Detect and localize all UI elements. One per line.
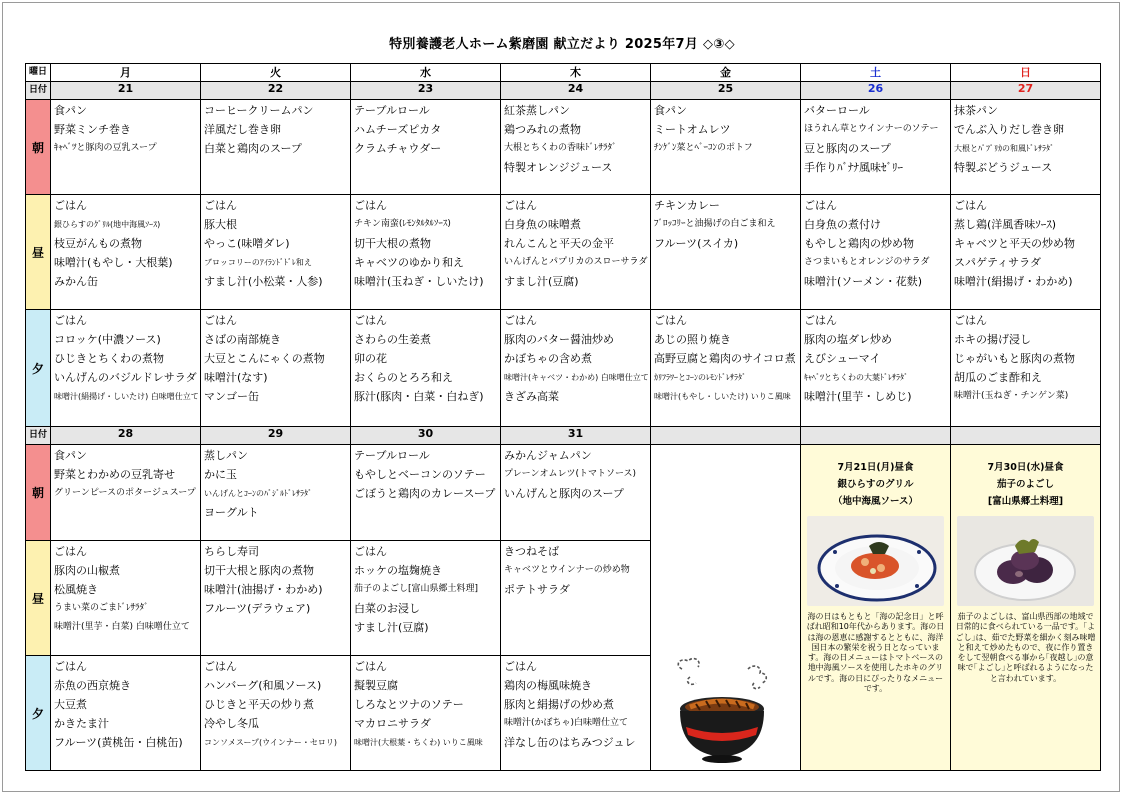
week2-morning-row (26, 445, 1101, 541)
menu-item: 手作りﾊﾞﾅﾅ風味ｾﾞﾘｰ (804, 161, 903, 174)
menu-item: ミートオムレツ (654, 123, 731, 136)
menu-item: ホキの揚げ浸し (954, 333, 1031, 346)
date-30: 30 (351, 427, 501, 445)
menu-cell (351, 656, 501, 771)
menu-item: ごはん (954, 314, 987, 327)
menu-cell (201, 541, 351, 656)
menu-item: 白菜と鶏肉のスープ (204, 142, 302, 155)
menu-cell (51, 195, 201, 310)
menu-item: 味噌汁(もやし・大根葉) (54, 256, 173, 269)
menu-cell (351, 195, 501, 310)
menu-item: 茄子のよごし[富山県郷土料理] (354, 584, 479, 594)
date-31: 31 (501, 427, 651, 445)
menu-cell (351, 310, 501, 427)
menu-item: 洋なし缶のはちみつジュレ (504, 736, 636, 749)
menu-item: 味噌汁(大根葉・ちくわ) いりこ風味 (354, 738, 483, 747)
date-24: 24 (501, 82, 651, 100)
menu-table (25, 63, 1101, 771)
menu-item: 味噌汁(かぼちゃ)白味噌仕立て (504, 718, 629, 728)
menu-item: かに玉 (204, 468, 237, 481)
menu-item: ハンバーグ(和風ソース) (204, 679, 322, 692)
menu-item: 蒸し鶏(洋風香味ｿｰｽ) (954, 218, 1057, 231)
menu-item: 味噌汁(里芋・しめじ) (804, 390, 912, 403)
date-23: 23 (351, 82, 501, 100)
menu-item: キャベツと平天の炒め物 (954, 237, 1075, 250)
menu-cell (501, 445, 651, 541)
menu-item: ごぼうと鶏肉のカレースープ (354, 487, 496, 500)
menu-cell (351, 445, 501, 541)
meal-label-morning: 朝 (26, 100, 51, 195)
menu-cell (501, 656, 651, 771)
menu-item: ごはん (354, 660, 387, 673)
menu-item: うまい菜のごまﾄﾞﾚｻﾗﾀﾞ (54, 603, 149, 613)
menu-item: ほうれん草とウインナーのソテー (804, 124, 939, 134)
menu-item: すまし汁(豆腐) (354, 621, 429, 634)
menu-item: みかんジャムパン (504, 449, 592, 462)
menu-item: 味噌汁(ソーメン・花麩) (804, 275, 923, 288)
menu-item: 白身魚の煮付け (804, 218, 881, 231)
menu-item: じゃがいもと豚肉の煮物 (954, 352, 1075, 365)
meal-label-evening: 夕 (26, 656, 51, 771)
menu-cell (951, 195, 1101, 310)
menu-item: きつねそば (504, 545, 559, 558)
weekday-3: 木 (501, 64, 651, 82)
menu-cell (801, 195, 951, 310)
feature-description: 茄子のよごしは、富山県西部の地域で日常的に食べられている一品です。｢よごし｣は、茹でた野菜を細かく刻み味噌と和えて炒めたもので、夜に作り置きをして翌朝食べる事から｢夜越し｣の意味で｢よごし｣と呼ばれるようになったと言われています。 (955, 612, 1096, 683)
menu-cell (51, 100, 201, 195)
menu-item: いんげんとパプリカのスローサラダ (504, 257, 648, 267)
menu-cell (651, 100, 801, 195)
menu-item: バターロール (804, 104, 870, 117)
menu-item: おくらのとろろ和え (354, 371, 453, 384)
feature-heading-line: 7月30日(水)昼食 (987, 462, 1064, 473)
menu-item: チキン南蛮(ﾚﾓﾝﾀﾙﾀﾙｿｰｽ) (354, 219, 451, 229)
date-28: 28 (51, 427, 201, 445)
menu-item: れんこんと平天の金平 (504, 237, 614, 250)
feature-heading-line: [富山県郷土料理] (987, 496, 1064, 507)
meal-label-noon: 昼 (26, 195, 51, 310)
menu-item: 高野豆腐と鶏肉のサイコロ煮 (654, 352, 796, 365)
weekday-label: 曜日 (26, 64, 51, 82)
menu-item: 食パン (654, 104, 687, 117)
menu-item: ﾌﾞﾛｯｺﾘｰと油揚げの白ごま和え (654, 219, 776, 229)
menu-item: 卯の花 (354, 352, 387, 365)
menu-item: キャベツのゆかり和え (354, 256, 464, 269)
feature-heading (801, 445, 950, 510)
feature-heading (951, 445, 1100, 510)
menu-item: キャベツとウインナーの炒め物 (504, 565, 630, 575)
menu-item: ごはん (804, 314, 837, 327)
food-photo-eggplant (957, 516, 1094, 606)
menu-item: ｷｬﾍﾞﾂとちくわの大葉ﾄﾞﾚｻﾗﾀﾞ (804, 373, 908, 382)
menu-item: かぼちゃの含め煮 (504, 352, 592, 365)
menu-item: テーブルロール (354, 104, 430, 117)
feature-heading-line: 茄子のよごし (996, 479, 1054, 490)
menu-item: テーブルロール (354, 449, 430, 462)
meal-label-evening: 夕 (26, 310, 51, 427)
menu-item: 味噌汁(もやし・しいたけ) いりこ風味 (654, 392, 791, 401)
menu-cell (951, 100, 1101, 195)
menu-cell (501, 195, 651, 310)
week1-evening-row (26, 310, 1101, 427)
menu-item: グリーンピースのポタージュスープ (54, 488, 196, 498)
menu-cell (801, 100, 951, 195)
menu-item: 紅茶蒸しパン (504, 104, 570, 117)
menu-item: いんげんとｺｰﾝのﾊﾞｼﾞﾙﾄﾞﾚｻﾗﾀﾞ (204, 489, 312, 498)
menu-cell (501, 310, 651, 427)
date-25: 25 (651, 82, 801, 100)
date-29: 29 (201, 427, 351, 445)
feature-description: 海の日はもともと「海の記念日」と呼ばれ昭和10年代からあります。海の日は海の恩恵に感謝するとともに、海洋国日本の繁栄を祝う日となっています。海の日メニューはトマトベースの地中海風ソースを使用したホキのグリルです。海の日にぴったりなメニューです。 (806, 612, 945, 694)
menu-item: さわらの生姜煮 (354, 333, 431, 346)
menu-item: ﾁﾝｹﾞﾝ菜とﾍﾞｰｺﾝのポトフ (654, 143, 753, 153)
menu-item: 枝豆がんもの煮物 (54, 237, 142, 250)
menu-cell (351, 100, 501, 195)
menu-item: 銀ひらすのｸﾞﾘﾙ(地中海風ｿｰｽ) (54, 220, 161, 229)
menu-item: 味噌汁(なす) (204, 371, 268, 384)
menu-item: ひじきとちくわの煮物 (54, 352, 164, 365)
date-label: 日付 (26, 82, 51, 100)
menu-item: フルーツ(デラウェア) (204, 602, 311, 615)
menu-item: 洋風だし巻き卵 (204, 123, 281, 136)
menu-item: ごはん (354, 199, 387, 212)
menu-item: コンソメスープ(ウインナー・セロリ) (204, 738, 338, 747)
menu-item: 切干大根と豚肉の煮物 (204, 564, 314, 577)
menu-item: やっこ(味噌ダレ) (204, 237, 290, 250)
menu-item: 特製オレンジジュース (504, 161, 613, 174)
feature-heading-line: 銀ひらすのグリル (837, 479, 914, 490)
menu-item: いんげんのバジルドレサラダ (54, 371, 197, 384)
menu-cell (201, 445, 351, 541)
menu-item: ヨーグルト (204, 506, 259, 519)
menu-item: でんぶ入りだし巻き卵 (954, 123, 1064, 136)
menu-item: 擬製豆腐 (354, 679, 398, 692)
week1-morning-row (26, 100, 1101, 195)
menu-item: 豚肉と絹揚げの炒め煮 (504, 698, 614, 711)
menu-item: 鶏つみれの煮物 (504, 123, 581, 136)
menu-cell (201, 656, 351, 771)
menu-item: コロッケ(中濃ソース) (54, 333, 161, 346)
feature-box-1 (801, 445, 951, 771)
menu-item: 松風焼き (54, 583, 98, 596)
menu-item: 特製ぶどうジュース (954, 161, 1053, 174)
menu-item: 大根とﾊﾟﾌﾟﾘｶの和風ﾄﾞﾚｻﾗﾀﾞ (954, 144, 1054, 153)
weekday-5: 土 (801, 64, 951, 82)
menu-item: 豚肉の山椒煮 (54, 564, 120, 577)
menu-item: ごはん (504, 199, 537, 212)
date-21: 21 (51, 82, 201, 100)
menu-item: ちらし寿司 (204, 545, 259, 558)
menu-item: 抹茶パン (954, 104, 998, 117)
menu-item: いんげんと豚肉のスープ (504, 487, 624, 500)
feature-heading-line: 7月21日(月)昼食 (837, 462, 914, 473)
menu-item: 味噌汁(玉ねぎ・しいたけ) (354, 275, 484, 288)
menu-item: すまし汁(豆腐) (504, 275, 579, 288)
menu-item: ごはん (354, 314, 387, 327)
date-27: 27 (951, 82, 1101, 100)
menu-item: 白身魚の味噌煮 (504, 218, 581, 231)
menu-cell (651, 195, 801, 310)
menu-item: ハムチーズピカタ (354, 123, 442, 136)
menu-item: ごはん (54, 199, 87, 212)
menu-item: 豚汁(豚肉・白菜・白ねぎ) (354, 390, 484, 403)
menu-item: もやしとベーコンのソテー (354, 468, 486, 481)
date-empty (951, 427, 1101, 445)
menu-item: ごはん (54, 545, 87, 558)
menu-item: ｶﾘﾌﾗﾜｰとｺｰﾝのﾚﾓﾝﾄﾞﾚｻﾗﾀﾞ (654, 373, 746, 382)
menu-item: コーヒークリームパン (204, 104, 314, 117)
feature-heading-line: （地中海風ソース） (832, 496, 919, 507)
menu-item: 蒸しパン (204, 449, 248, 462)
menu-cell (501, 541, 651, 656)
menu-item: 食パン (54, 104, 87, 117)
meal-label-noon: 昼 (26, 541, 51, 656)
menu-item: 味噌汁(キャベツ・わかめ) 白味噌仕立て (504, 373, 649, 382)
week1-noon-row (26, 195, 1101, 310)
weekday-0: 月 (51, 64, 201, 82)
menu-item: フルーツ(スイカ) (654, 237, 739, 250)
menu-cell (951, 310, 1101, 427)
rice-bowl-illustration (650, 655, 800, 775)
menu-item: 切干大根の煮物 (354, 237, 431, 250)
page-title: 特別養護老人ホーム紫磨園 献立だより 2025年7月 ◇③◇ (389, 37, 735, 52)
menu-item: フルーツ(黄桃缶・白桃缶) (54, 736, 183, 749)
menu-item: もやしと鶏肉の炒め物 (804, 237, 914, 250)
menu-item: チキンカレー (654, 199, 720, 212)
menu-item: あじの照り焼き (654, 333, 731, 346)
menu-cell (201, 310, 351, 427)
menu-item: 鶏肉の梅風味焼き (504, 679, 592, 692)
food-photo-fish-grill (807, 516, 944, 606)
date-22: 22 (201, 82, 351, 100)
menu-item: 豚肉のバター醤油炒め (504, 333, 614, 346)
menu-item: ごはん (504, 314, 537, 327)
menu-cell (651, 310, 801, 427)
menu-item: ごはん (54, 314, 87, 327)
menu-item: 赤魚の西京焼き (54, 679, 131, 692)
menu-item: すまし汁(小松菜・人参) (204, 275, 323, 288)
menu-cell (501, 100, 651, 195)
menu-item: マンゴー缶 (204, 390, 259, 403)
menu-item: ｷｬﾍﾞﾂと豚肉の豆乳スープ (54, 143, 157, 153)
weekday-row (26, 64, 1101, 82)
menu-item: 冷やし冬瓜 (204, 717, 259, 730)
weekday-4: 金 (651, 64, 801, 82)
menu-item: 味噌汁(絹揚げ・わかめ) (954, 275, 1073, 288)
week1-date-row (26, 82, 1101, 100)
feature-box-2 (951, 445, 1101, 771)
menu-cell (801, 310, 951, 427)
menu-item: 豚大根 (204, 218, 237, 231)
menu-item: ごはん (204, 314, 237, 327)
menu-item: 野菜ミンチ巻き (54, 123, 131, 136)
weekday-6: 日 (951, 64, 1101, 82)
menu-item: 大豆とこんにゃくの煮物 (204, 352, 325, 365)
menu-cell (51, 445, 201, 541)
menu-item: ごはん (354, 545, 387, 558)
menu-cell (201, 195, 351, 310)
date-empty (801, 427, 951, 445)
menu-item: ポテトサラダ (504, 583, 570, 596)
menu-item: 白菜のお浸し (354, 602, 420, 615)
menu-item: 味噌汁(油揚げ・わかめ) (204, 583, 323, 596)
menu-item: クラムチャウダー (354, 142, 442, 155)
weekday-2: 水 (351, 64, 501, 82)
date-empty (651, 427, 801, 445)
menu-item: ごはん (654, 314, 687, 327)
menu-cell (351, 541, 501, 656)
menu-item: かきたま汁 (54, 717, 109, 730)
menu-item: しろなとツナのソテー (354, 698, 464, 711)
menu-item: 食パン (54, 449, 87, 462)
menu-item: 大豆煮 (54, 698, 87, 711)
menu-item: プレーンオムレツ(トマトソース) (504, 469, 637, 479)
menu-item: 味噌汁(絹揚げ・しいたけ) 白味噌仕立て (54, 392, 199, 401)
menu-item: さつまいもとオレンジのサラダ (804, 257, 930, 267)
date-26: 26 (801, 82, 951, 100)
date-label: 日付 (26, 427, 51, 445)
menu-item: 胡瓜のごま酢和え (954, 371, 1042, 384)
meal-label-morning: 朝 (26, 445, 51, 541)
menu-item: ブロッコリーのｱｲﾗﾝﾄﾞﾄﾞﾚ和え (204, 258, 312, 267)
menu-cell (51, 541, 201, 656)
menu-item: さばの南部焼き (204, 333, 281, 346)
menu-item: ごはん (54, 660, 87, 673)
menu-item: みかん缶 (54, 275, 98, 288)
menu-item: ごはん (204, 199, 237, 212)
menu-item: 野菜とわかめの豆乳寄せ (54, 468, 175, 481)
menu-cell (51, 656, 201, 771)
menu-item: ごはん (204, 660, 237, 673)
menu-item: ホッケの塩麹焼き (354, 564, 442, 577)
menu-item: えびシューマイ (804, 352, 881, 365)
menu-item: 味噌汁(里芋・白菜) 白味噌仕立て (54, 622, 190, 632)
menu-item: 大根とちくわの香味ﾄﾞﾚｻﾗﾀﾞ (504, 143, 617, 153)
menu-item: ごはん (954, 199, 987, 212)
menu-item: スパゲティサラダ (954, 256, 1042, 269)
menu-item: 豚肉の塩ダレ炒め (804, 333, 892, 346)
weekday-1: 火 (201, 64, 351, 82)
menu-item: マカロニサラダ (354, 717, 431, 730)
menu-item: ごはん (804, 199, 837, 212)
menu-item: きざみ高菜 (504, 390, 559, 403)
menu-item: 味噌汁(玉ねぎ・チンゲン菜) (954, 391, 1069, 401)
menu-item: ひじきと平天の炒り煮 (204, 698, 314, 711)
menu-cell (201, 100, 351, 195)
menu-item: ごはん (504, 660, 537, 673)
week2-date-row (26, 427, 1101, 445)
menu-cell (51, 310, 201, 427)
menu-item: 豆と豚肉のスープ (804, 142, 891, 155)
